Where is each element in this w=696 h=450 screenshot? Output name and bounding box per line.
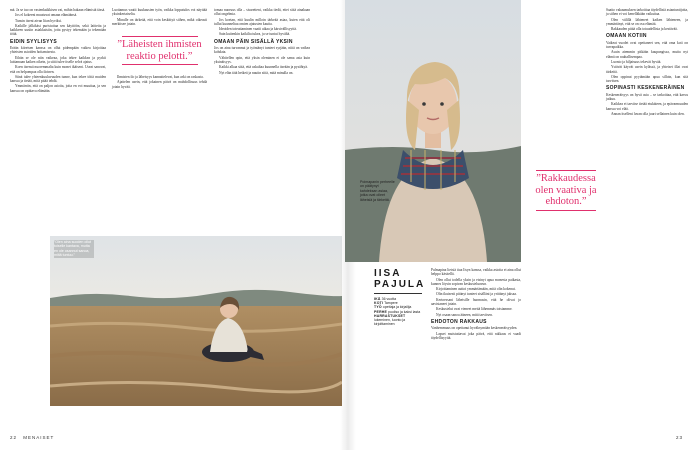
paragraph: Vähitellen opin, että yksin oleminen ei ole sama asia kuin yksinäisyys. — [214, 55, 310, 64]
paragraph: Sain kuitenkin kaikilta tukea, ja se tuntui hyvältä. — [219, 32, 291, 37]
paragraph: Siinä tulee yhteenkuuluvuuden tunne, kun tekee töitä muiden kanssa ja tietää, mitä pitää tehdä. — [10, 74, 106, 84]
left-column-1 — [10, 8, 106, 94]
bio-label: PERHE — [374, 309, 388, 314]
paragraph: Kaikille jälkikäsi puristuttua sen käyttöön, sekä laitteita ja kaikkeen uusiin asiakkaisiin, jotta pystyy tekemään ja tekemään töitä. — [10, 23, 106, 37]
left-column-2 — [112, 8, 207, 90]
bio-text: lukeminen, luonto ja kirjoittaminen — [374, 318, 406, 327]
paragraph: Vaikeat vuodet ovat opettaneet sen, että oma koti on turvapaikka. — [606, 40, 688, 50]
section-heading: OMAAN PÄIN SISÄLLÄ YKSIN — [214, 38, 293, 45]
section-heading: EIDIN SYYLISYYS — [10, 38, 58, 45]
name-rule — [374, 293, 422, 294]
pull-quote — [112, 36, 207, 65]
paragraph: Jos el kokeeni muutuvat omaan elämäänsä. — [15, 13, 78, 18]
pull-quote-text: ”Rakkaudessa olen vaativa ja ehdoton.” — [535, 173, 597, 207]
paragraph: Kertoessani läheisille huomasin, että he olivat jo aavistaneet jotain. — [431, 297, 521, 307]
photo-woman-in-field — [50, 236, 342, 406]
paragraph: Luonto ja hiljaisuus tekevät hyvää. — [611, 59, 662, 64]
paragraph: mä. Ja se tuo on vastenkaikkisen vai, mihin hakaan elämistä tässä. — [10, 8, 106, 12]
bio-label: IKÄ — [374, 297, 381, 301]
paragraph: Saatto vakaumuksen tarkoittaa täydellisiä asiantuntijoita, ja siihen ei voi kenelläkään vaikuttaa. — [606, 8, 688, 17]
left-column-3 — [214, 8, 310, 76]
paragraph: Ajattelen usein, että jokainen päivä on mahdollisuus tehdä jotain hyvää. — [112, 80, 207, 89]
paragraph: Jos koetan, että kuulin milloin tärkeää asiaa, kuten että oli tullut kuunneltua omien ajatusten kautta. — [214, 17, 310, 26]
paragraph: Keskustelut ovat vieneet meitä lähemmäs toisiamme. — [436, 307, 513, 312]
paragraph: Tunsin itseni aivan liian hyviksi. — [15, 18, 62, 23]
pull-quote-rule — [122, 36, 198, 37]
magazine-name: MENAISET — [23, 435, 55, 440]
paragraph: Lapset muistuttavat joka päivä, että rakkaus ei vaadi täydellisyyttä. — [431, 331, 521, 340]
paragraph: Keskeneräisyys on hyvä asia – se tarkoittaa, että kasvu jatkuu. — [606, 92, 688, 102]
bio-text: opettaja ja kirjailija — [382, 305, 412, 310]
paragraph: tomaa nuoruus olla – sisaretteni, vaikka tiedä, ettei siitä ainakaan ollut ongelmia. — [214, 8, 310, 17]
field-photo-illustration — [50, 236, 342, 406]
pull-quote-rule — [536, 170, 597, 171]
bio-label: TYÖ — [374, 305, 382, 310]
bio-label: HARRASTUKSET — [374, 313, 406, 318]
paragraph: Pulmapina lietsiä tiua Iisyn kanssa, vaikka asioita ei aina ollut helppo käsitellä. — [431, 268, 521, 277]
paragraph: Vanhemmuus on opettanut hyväksymään keskeneräisyyden. — [431, 326, 518, 331]
profile-box — [374, 268, 426, 327]
bio-text: puoliso ja kaksi lasta — [388, 309, 421, 314]
paragraph: Olin ikuisesti pitänyt tunteet sisälläni ja yrittänyt jaksaa. — [436, 292, 517, 297]
photo-caption: ”Olen aina suoden ollut toiselle kantava, mutta en ole osannut sanoa, miltä tuntuu.” — [54, 240, 94, 258]
paragraph: Ihmisten ilo ja läheisyys kannattelevat, kun arki on raskasta. — [117, 75, 204, 80]
paragraph: Eihän se ole niin vaikeaa, joka tekee kaikkea ja pyrkii laittamaan kaiken oikein, ja siitä tulee itselle selvä ajatus. — [10, 55, 106, 64]
paragraph: Koen itsensä nuoremmalta kuin monet ikäiseni. Useat sanovat, että on helpompaa olla iloinen. — [10, 65, 106, 74]
bio-item — [374, 314, 422, 327]
right-column-1 — [431, 268, 521, 341]
section-heading: OMAAN KOTIIN — [606, 33, 647, 40]
left-footer — [10, 435, 54, 440]
bio-text: 36 vuotta — [381, 297, 397, 301]
section-heading: SOPINASTI KESKENERÄINEN — [606, 85, 685, 92]
paragraph: Olen välillä lähteneet kaiken lähteneen, ja ymmärtänyt, että se on osa elämää. — [606, 17, 688, 26]
portrait-illustration — [345, 0, 521, 262]
paragraph: Olen ollut todella yksin ja etsinyt apua monesta paikasta, kunnes löysin sopivan keskusteluavun. — [431, 277, 521, 286]
paragraph: Ymmärrän, että on paljon asioita, joita en voi muuttaa, ja sen kanssa on opittava elämään. — [10, 84, 106, 93]
paragraph: Rakkauden pitää olla totuudellista ja kestävää. — [611, 27, 678, 32]
paragraph: Erään kiireisen kanssa on ollut pidempään vaikea kirjoittaa yhteisten asioiden hoitamisesta. — [10, 46, 106, 55]
right-footer — [676, 435, 683, 440]
paragraph: Luottamus vaatii kuukausien työn, vaikka lopputulos voi näyttää yksinkertaiselta. — [112, 8, 207, 17]
paragraph: Kaikki alkaa siitä, että uskaltaa kuunnella itseään ja pysähtyä. — [219, 65, 308, 70]
right-column-2 — [606, 8, 688, 117]
pull-quote-rule — [536, 210, 597, 211]
paragraph: Ystävät käyvät usein kylässä, ja yhteiset illat ovat tärkeitä. — [606, 65, 688, 74]
photo-portrait-scarf — [345, 0, 521, 262]
page-number: 22 — [10, 435, 18, 440]
pull-quote-rule — [122, 64, 198, 65]
page-number: 23 — [676, 435, 684, 440]
name-last: PAJULA — [374, 279, 426, 290]
paragraph: Olen oppinut pyytämään apua silloin, kun sitä tarvitsen. — [606, 74, 688, 84]
paragraph: Kirjoittaminen auttoi ymmärtämään, mitä olin kokenut. — [436, 287, 516, 292]
pull-quote — [528, 168, 604, 213]
paragraph: Jos on aina turvannut ja työntänyt tunteet syrjään, niitä on vaikea kohdata. — [214, 46, 310, 55]
name-first: IISA — [374, 268, 402, 279]
paragraph: Minulle on tärkeää, että voin keskittyä siihen, mikä oikeasti merkitsee jotain. — [112, 17, 207, 26]
paragraph: Asuin aiemmin pitkään kaupungissa, mutta nyt elämä on rauhallisempaa. — [606, 50, 688, 59]
bio-text: Tampere — [384, 301, 398, 306]
paragraph: Nyt osaan sanoa ääneen, mitä tarvitsen. — [436, 312, 493, 317]
bio-label: KOTI — [374, 301, 384, 306]
paragraph: Annan itselleni luvan olla juuri sellainen kuin olen. — [611, 111, 685, 116]
portrait-caption: Poimapanin perheelle on päätynyt kahdeksan asiaa, jotka ovat olleet läheisiä ja tärkeitä. — [360, 180, 395, 202]
section-heading: EHDOTON RAKKAUS — [431, 318, 487, 325]
paragraph: Nyt elän tätä hetkeä ja nautin siitä, mitä minulla on. — [219, 70, 294, 75]
paragraph: Ideoiden toteuttaminen vaatii aikaa ja kärsivällisyyttä. — [219, 27, 297, 32]
pull-quote-text: ”Läheisten ihmisten reaktio pelotti.” — [117, 39, 202, 62]
paragraph: Kaikkea ei tarvitse tietää etukäteen, ja epävarmuuden kanssa voi elää. — [606, 102, 688, 111]
